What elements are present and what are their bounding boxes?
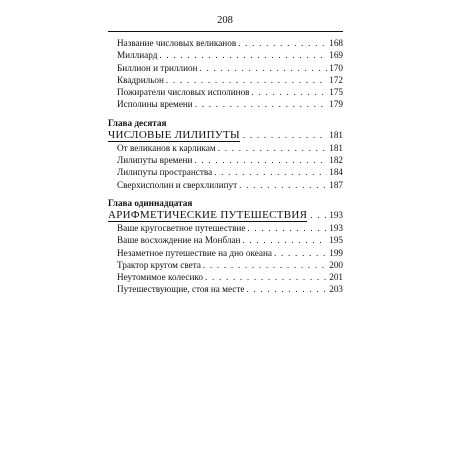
toc-entry[interactable]	[108, 49, 343, 61]
toc-entry[interactable]	[108, 142, 343, 154]
toc-entry-page: 201	[329, 272, 343, 283]
toc-entry-page: 184	[329, 167, 343, 178]
toc-entry-page: 181	[329, 142, 343, 153]
toc-entry-page: 193	[329, 222, 343, 233]
toc-entry-page: 199	[329, 247, 343, 258]
toc-entry-page: 175	[329, 87, 343, 98]
toc-entry-page: 172	[329, 74, 343, 85]
toc-entry-page: 200	[329, 259, 343, 270]
toc-entry[interactable]	[108, 247, 343, 259]
dot-leader	[200, 62, 328, 74]
toc-entry[interactable]	[108, 154, 343, 166]
toc-entry[interactable]	[108, 179, 343, 191]
toc-section-chapter-10	[108, 118, 343, 191]
toc-entry-title: Пожиратели числовых исполинов	[117, 87, 250, 98]
toc-entry[interactable]	[108, 259, 343, 271]
page-number: 208	[217, 15, 233, 26]
chapter-title: ЧИСЛОВЫЕ ЛИЛИПУТЫ	[108, 128, 240, 141]
toc-entry-page: 179	[329, 99, 343, 110]
dot-leader	[310, 209, 326, 222]
toc-entry-page: 168	[329, 38, 343, 48]
toc-entry-page: 187	[329, 179, 343, 190]
dot-leader	[238, 37, 327, 49]
toc-entry[interactable]	[108, 62, 343, 74]
toc-section-continuation	[108, 37, 343, 111]
dot-leader	[203, 259, 327, 271]
toc-entry-page: 169	[329, 50, 343, 61]
dot-leader	[247, 222, 327, 234]
dot-leader	[274, 247, 327, 259]
dot-leader	[218, 142, 328, 154]
toc-entry[interactable]	[108, 86, 343, 98]
dot-leader	[205, 271, 327, 283]
dot-leader	[194, 154, 327, 166]
toc-entry-title: Ваше восхождение на Монблан	[117, 235, 241, 246]
toc-entry[interactable]	[108, 271, 343, 283]
chapter-label: Глава десятая	[108, 117, 167, 128]
header-rule	[108, 31, 343, 32]
toc-entry-title: От великанов к карликам	[117, 142, 216, 153]
toc-entry-title: Миллиард	[117, 50, 158, 61]
toc-entry-page: 195	[329, 235, 343, 246]
toc-entry-title: Незаметное путешествие на дно океана	[117, 247, 273, 258]
dot-leader	[166, 74, 327, 86]
dot-leader	[242, 234, 327, 246]
toc-entry[interactable]	[108, 234, 343, 246]
toc-entry-title: Лилипуты пространства	[117, 167, 213, 178]
toc-entry-title: Исполины времени	[117, 99, 193, 110]
table-of-contents	[108, 37, 343, 296]
toc-entry[interactable]	[108, 283, 343, 295]
chapter-title-entry[interactable]	[108, 129, 343, 142]
dot-leader	[214, 166, 327, 178]
chapter-page: 181	[329, 129, 343, 140]
toc-entry[interactable]	[108, 222, 343, 234]
section-gap	[108, 111, 343, 118]
chapter-title-entry[interactable]	[108, 209, 343, 222]
toc-entry-title: Название числовых великанов	[117, 38, 237, 48]
toc-entry-title: Ваше кругосветное путешествие	[117, 222, 246, 233]
dot-leader	[239, 179, 327, 191]
toc-entry[interactable]	[108, 74, 343, 86]
dot-leader	[243, 129, 326, 142]
toc-entry-page: 182	[329, 155, 343, 166]
toc-entry-title: Лилипуты времени	[117, 155, 193, 166]
toc-entry-title: Трактор кругом света	[117, 259, 201, 270]
toc-entry[interactable]	[108, 98, 343, 110]
toc-section-chapter-11	[108, 198, 343, 296]
toc-entry-title: Квадрильон	[117, 74, 164, 85]
toc-entry-title: Неутомимое колесико	[117, 272, 203, 283]
dot-leader	[246, 283, 327, 295]
dot-leader	[195, 98, 327, 110]
toc-entry-title: Путешествующие, стоя на месте	[117, 284, 245, 295]
chapter-page: 193	[329, 209, 343, 220]
toc-entry-title: Биллион и триллион	[117, 62, 198, 73]
chapter-label: Глава одиннадцатая	[108, 197, 193, 208]
toc-entry-page: 170	[329, 62, 343, 73]
toc-entry[interactable]	[108, 37, 343, 49]
section-gap	[108, 191, 343, 198]
dot-leader	[252, 86, 328, 98]
toc-entry-title: Сверхисполин и сверхлилипут	[117, 179, 238, 190]
toc-entry[interactable]	[108, 166, 343, 178]
toc-entry-page: 203	[329, 284, 343, 295]
dot-leader	[159, 49, 327, 61]
chapter-title: АРИФМЕТИЧЕСКИЕ ПУТЕШЕСТВИЯ	[108, 208, 308, 221]
